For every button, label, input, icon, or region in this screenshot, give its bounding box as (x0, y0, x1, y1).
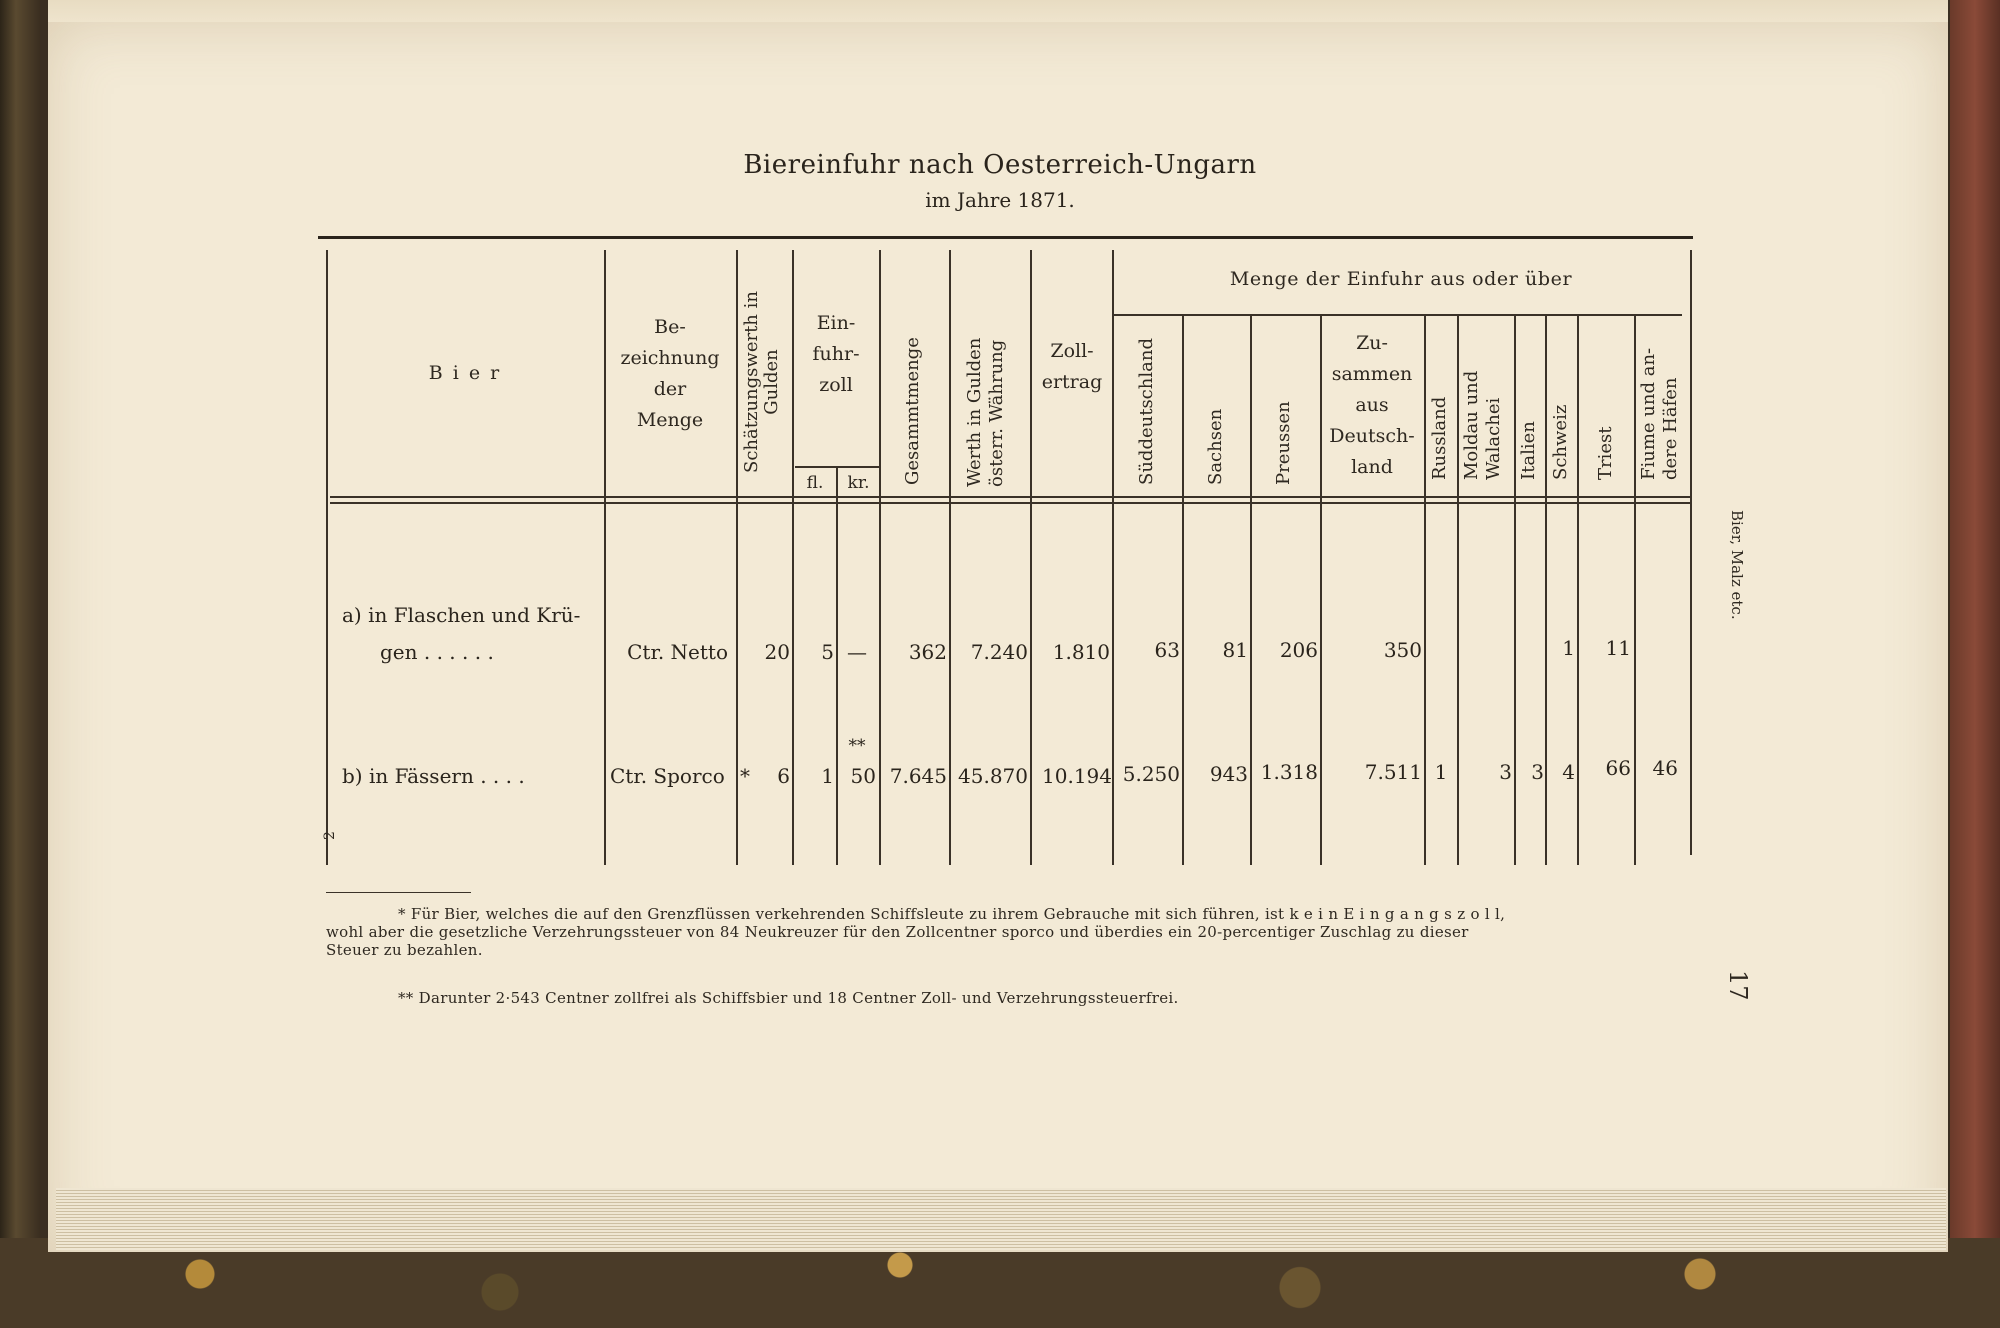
header-bier: B i e r (428, 362, 502, 384)
row-b-triest: 66 (1605, 756, 1631, 780)
row-b-moldau: 3 (1499, 760, 1512, 784)
row-b-zoll: 10.194 (1042, 764, 1112, 788)
header-kr: kr. (847, 473, 870, 493)
row-a-triest: 11 (1605, 636, 1631, 660)
running-head: Bier, Malz etc. (1728, 510, 1746, 620)
page-number: 17 (1724, 970, 1752, 1001)
row-b-zusammen: 7.511 (1364, 760, 1422, 784)
header-werth: Werth in Gulden österr. Währung (964, 337, 1007, 487)
footnote-2: ** Darunter 2·543 Centner zollfrei als Schiffsbier und 18 Centner Zoll- und Verzehrungssteuerfrei. (398, 989, 1179, 1007)
row-a-menge: Ctr. Netto (627, 640, 728, 664)
row-b-fl: 1 (821, 764, 834, 788)
page-title: Biereinfuhr nach Oesterreich-Ungarn (743, 150, 1257, 180)
header-rule-2 (330, 502, 1690, 504)
signature-mark: 2 (322, 831, 338, 840)
footnote-1-line-1: * Für Bier, welches die auf den Grenzflüssen verkehrenden Schiffsleute zu ihrem Gebrauche mit sich führen, ist k e i n E i n g a n g s z o l l, (398, 905, 1506, 923)
col-line (836, 466, 838, 865)
col-line (326, 250, 328, 865)
row-b-kr-mark: ** (848, 736, 866, 756)
row-a-schweiz: 1 (1562, 636, 1575, 660)
header-gesammtmenge: Gesammtmenge (902, 337, 923, 485)
page-subtitle: im Jahre 1871. (925, 188, 1075, 212)
col-line (1634, 314, 1636, 865)
row-a-label-1: a) in Flaschen und Krü- (342, 603, 581, 627)
table-top-rule (318, 236, 1693, 239)
row-b-schaetz: 6 (777, 764, 790, 788)
page-block-edges (56, 1188, 1946, 1250)
row-b-russland: 1 (1434, 760, 1448, 784)
header-zollertrag: Zoll- ertrag (1041, 340, 1103, 393)
group-rule (1112, 314, 1682, 316)
row-b-fiume: 46 (1652, 756, 1678, 780)
footnote-1-line-3: Steuer zu bezahlen. (326, 941, 483, 959)
row-a-werth: 7.240 (970, 640, 1028, 664)
col-line (1690, 250, 1692, 855)
row-b-werth: 45.870 (958, 764, 1028, 788)
row-a-zusammen: 350 (1383, 638, 1422, 662)
header-fl: fl. (806, 473, 824, 493)
row-a-label-2: gen . . . . . . (380, 640, 494, 664)
footnote-separator (326, 892, 471, 893)
row-b-sued: 5.250 (1122, 762, 1180, 786)
header-bezeichnung: Be- zeichnung der Menge (620, 316, 720, 431)
header-preussen: Preussen (1273, 401, 1294, 485)
row-a-schaetz: 20 (764, 640, 790, 664)
row-b-star: * (740, 764, 750, 788)
row-b-preussen: 1.318 (1260, 760, 1318, 784)
footnote-1-line-2: wohl aber die gesetzliche Verzehrungssteuer von 84 Neukreuzer für den Zollcentner sporco und überdies ein 20-percentiger Zuschlag zu dieser (326, 923, 1469, 941)
row-a-sued: 63 (1154, 638, 1180, 662)
row-b-schweiz: 4 (1562, 760, 1575, 784)
row-a-preussen: 206 (1279, 638, 1318, 662)
row-a-sachsen: 81 (1222, 638, 1248, 662)
header-rule-1 (330, 496, 1690, 498)
row-b-sachsen: 943 (1209, 762, 1248, 786)
header-zusammen: Zu- sammen aus Deutsch- land (1329, 332, 1415, 478)
row-b-gesammt: 7.645 (889, 764, 947, 788)
row-b-menge: Ctr. Sporco (610, 764, 725, 788)
header-fiume: Fiume und an- dere Häfen (1638, 347, 1681, 480)
row-b-italien: 3 (1531, 760, 1544, 784)
header-sachsen: Sachsen (1205, 408, 1226, 485)
row-a-zoll: 1.810 (1052, 640, 1110, 664)
row-b-kr: 50 (850, 764, 876, 788)
col-line (736, 250, 738, 865)
header-sueddeutschland: Süddeutschland (1136, 338, 1157, 485)
row-a-gesammt: 362 (908, 640, 947, 664)
header-menge-group: Menge der Einfuhr aus oder über (1229, 268, 1573, 290)
header-schweiz: Schweiz (1550, 404, 1571, 480)
header-russland: Russland (1429, 396, 1450, 480)
header-moldau: Moldau und Walachei (1461, 370, 1504, 480)
header-italien: Italien (1518, 421, 1539, 480)
row-a-fl: 5 (821, 640, 834, 664)
header-triest: Triest (1595, 426, 1616, 480)
header-einfuhrzoll: Ein- fuhr- zoll (812, 312, 860, 396)
col-line (1577, 314, 1579, 865)
header-schaetzungswerth: Schätzungswerth in Gulden (741, 291, 782, 473)
row-a-kr: — (847, 640, 867, 664)
row-b-label: b) in Fässern . . . . (342, 764, 525, 788)
